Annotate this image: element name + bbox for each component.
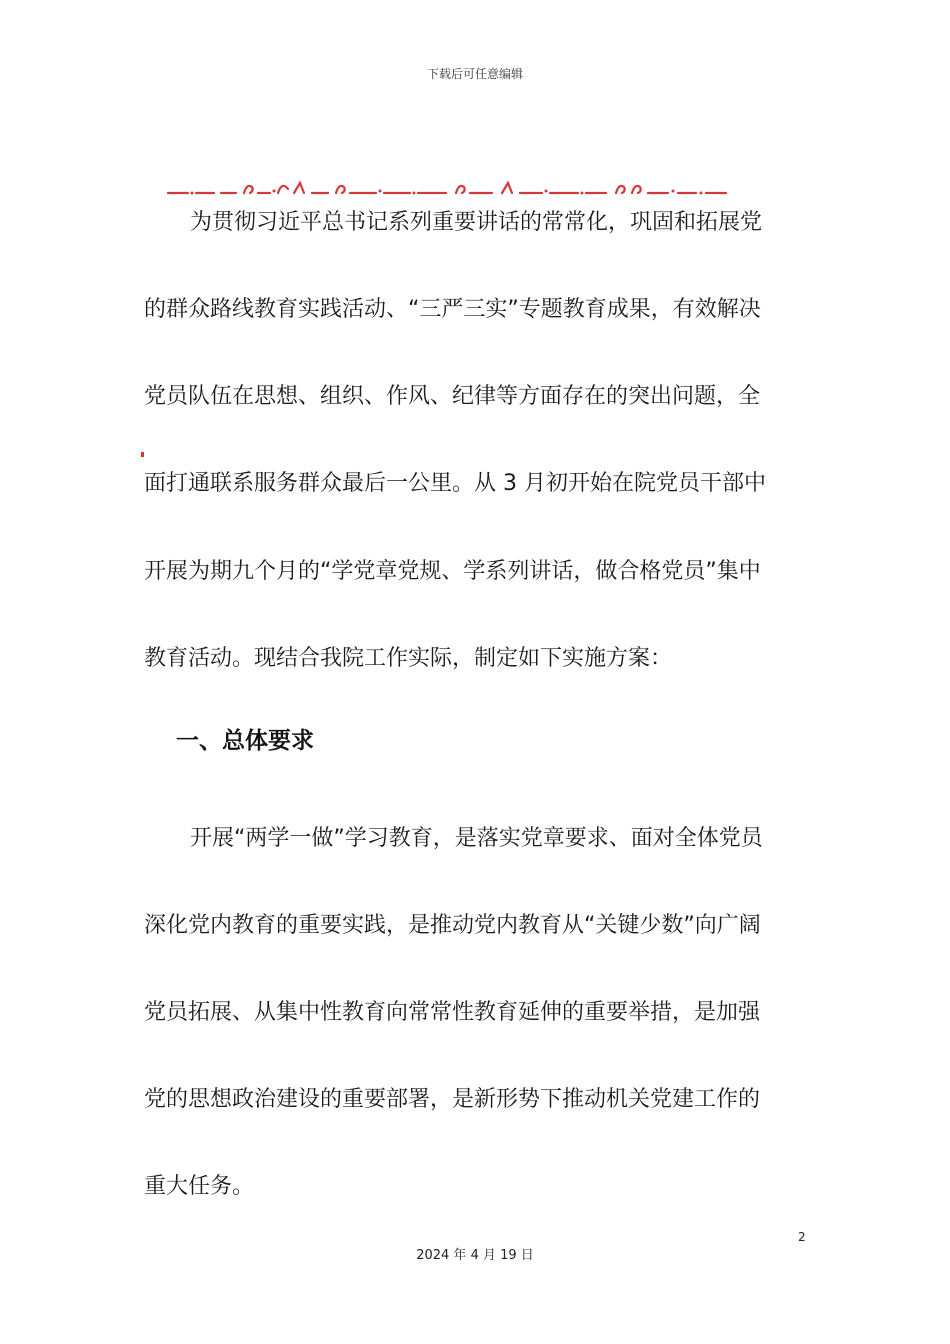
section-heading-overall-requirements: 一、总体要求 xyxy=(176,728,314,754)
red-decorative-rule xyxy=(166,178,774,198)
paragraph-line: 党员队伍在思想、组织、作风、纪律等方面存在的突出问题，全 xyxy=(144,384,761,409)
page-number: 2 xyxy=(798,1230,806,1244)
paragraph-line: 教育活动。现结合我院工作实际，制定如下实施方案： xyxy=(144,646,673,671)
paragraph-line: 党员拓展、从集中性教育向常常性教育延伸的重要举措，是加强 xyxy=(144,1000,761,1025)
paragraph-line: 重大任务。 xyxy=(144,1174,255,1199)
paragraph-line: 党的思想政治建设的重要部署，是新形势下推动机关党建工作的 xyxy=(144,1087,761,1112)
stray-red-mark xyxy=(141,452,144,457)
page-header-note: 下载后可任意编辑 xyxy=(426,67,523,81)
paragraph-line: 的群众路线教育实践活动、“三严三实”专题教育成果，有效解决 xyxy=(144,297,761,322)
paragraph-line: 为贯彻习近平总书记系列重要讲话的常常化，巩固和拓展党 xyxy=(190,210,763,235)
paragraph-line: 开展“两学一做”学习教育，是落实党章要求、面对全体党员 xyxy=(190,826,763,851)
paragraph-line: 深化党内教育的重要实践，是推动党内教育从“关键少数”向广阔 xyxy=(144,913,761,938)
paragraph-line: 开展为期九个月的“学党章党规、学系列讲话，做合格党员”集中 xyxy=(144,559,761,584)
footer-date: 2024 年 4 月 19 日 xyxy=(416,1248,534,1263)
paragraph-line: 面打通联系服务群众最后一公里。从 3 月初开始在院党员干部中 xyxy=(144,471,766,496)
